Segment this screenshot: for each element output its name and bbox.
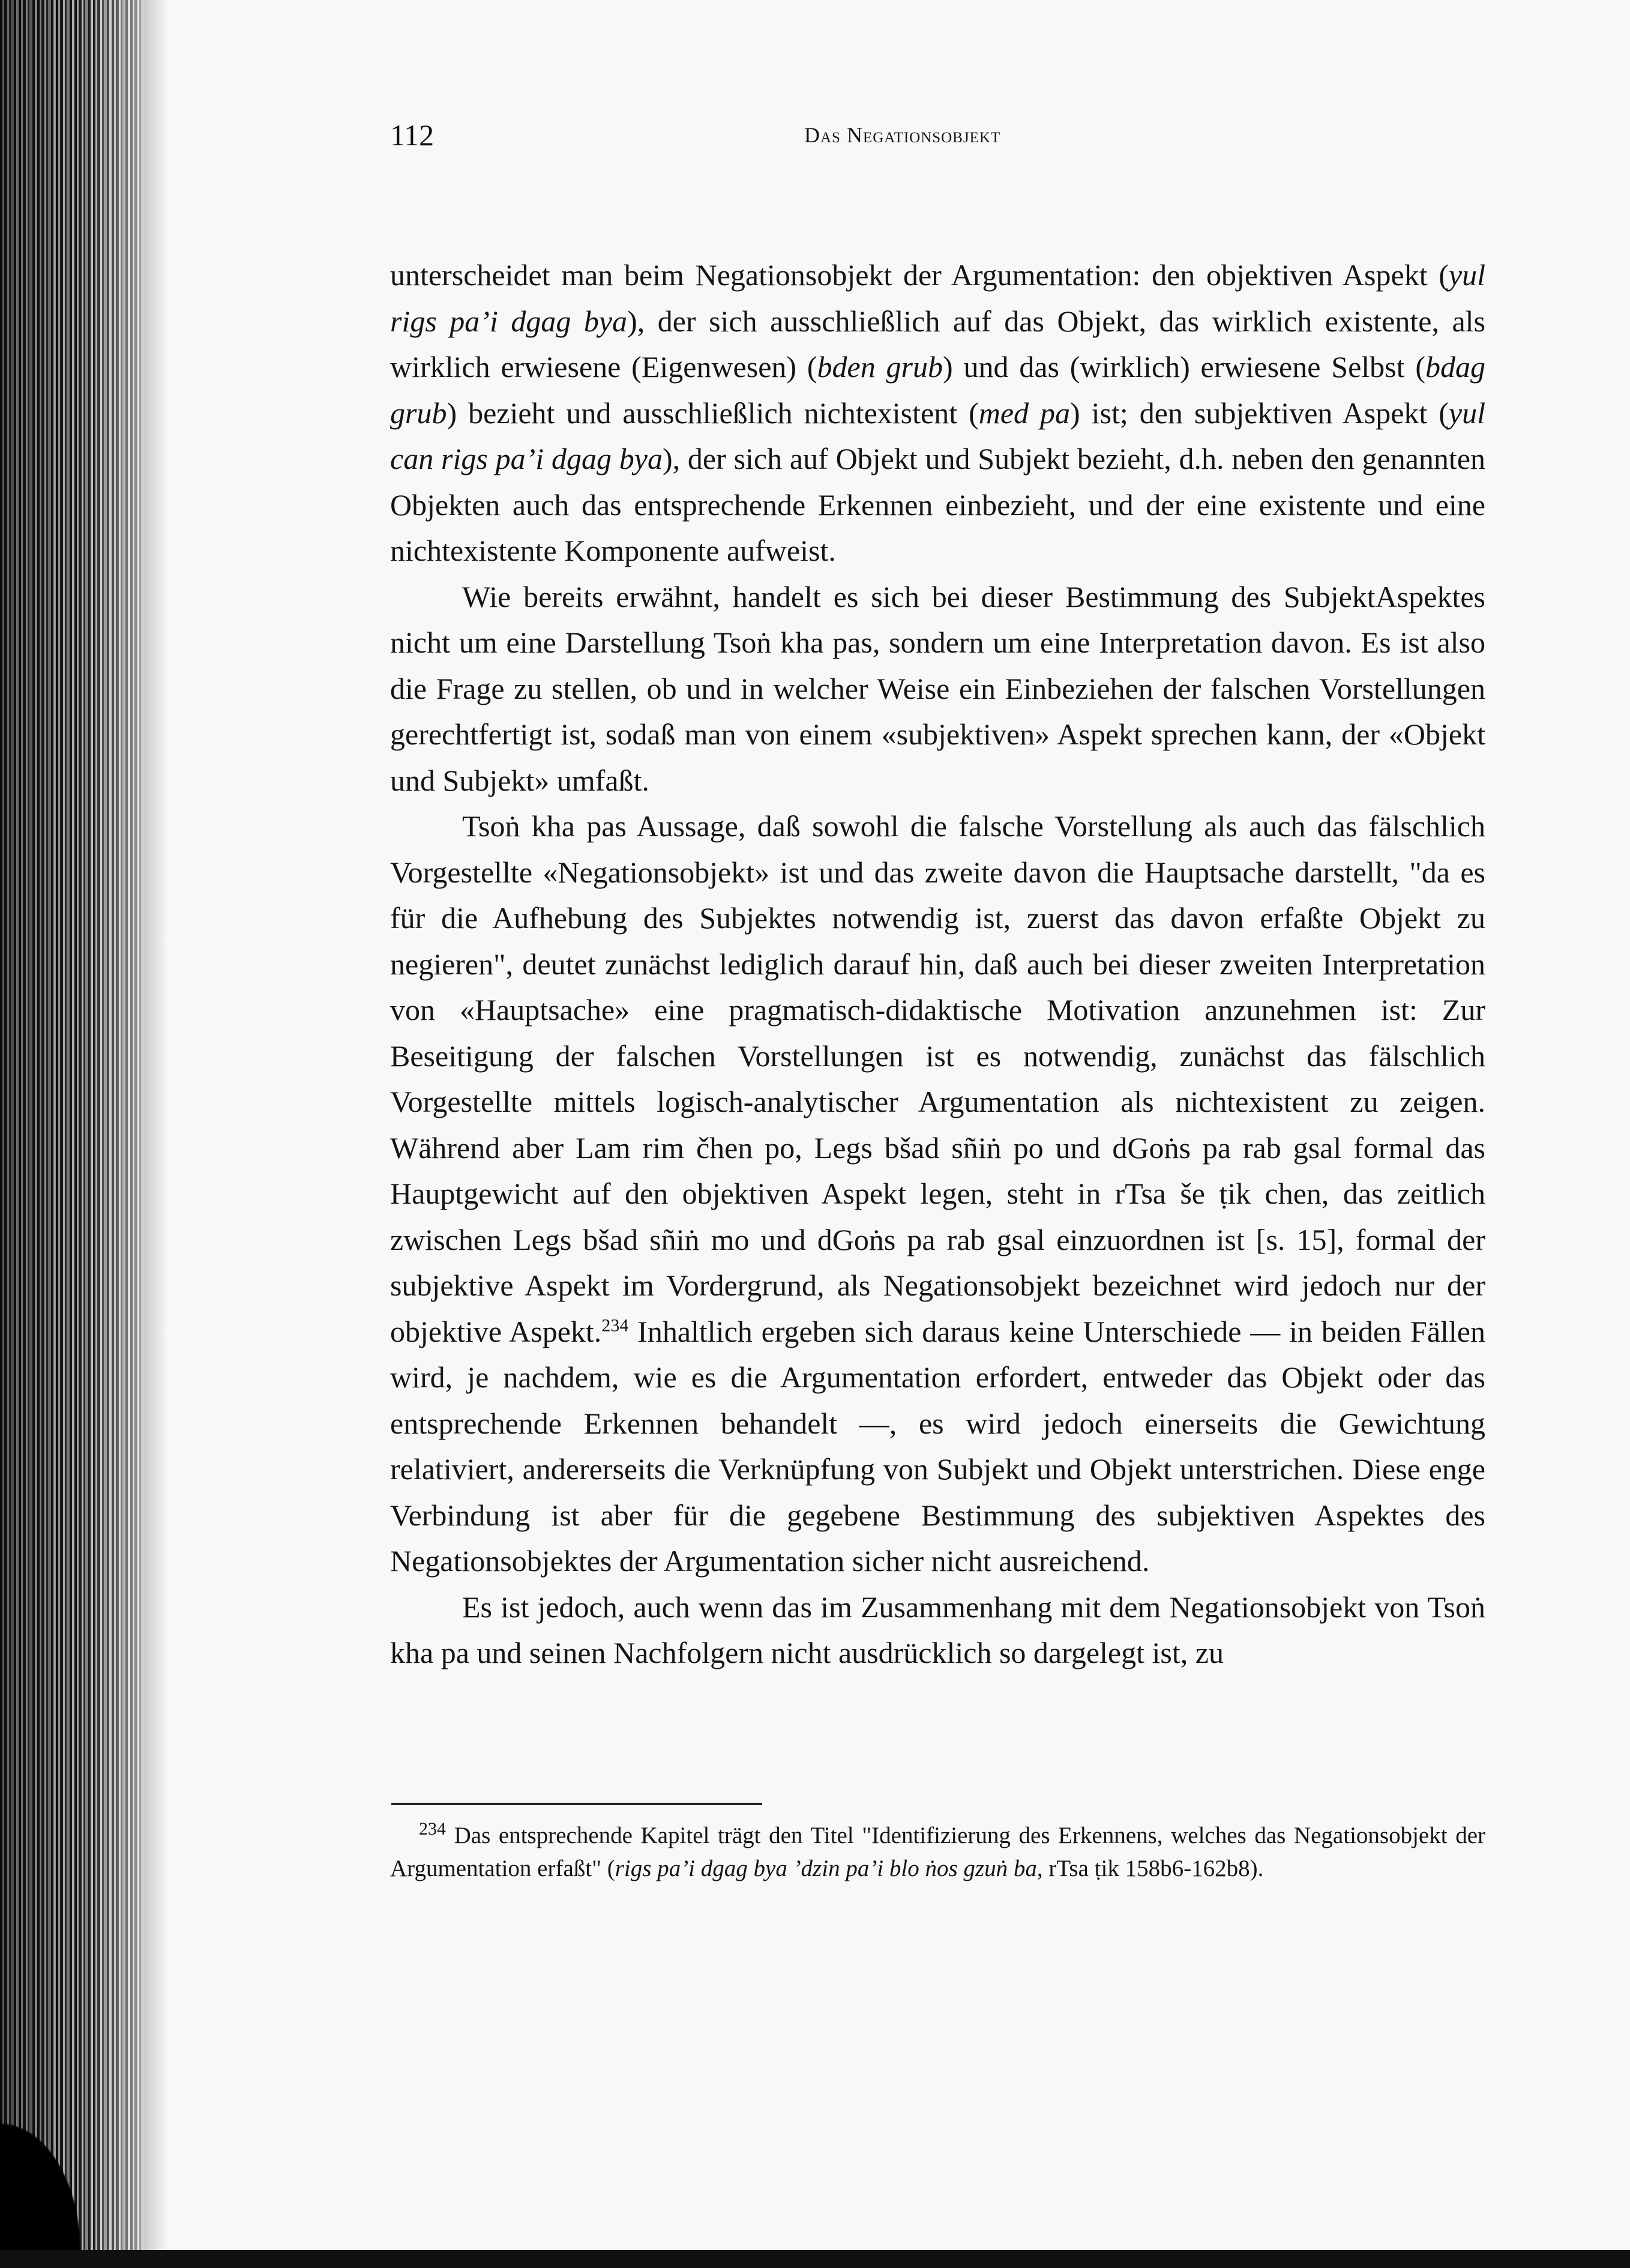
tibetan-term: yul can rigs pa’i dgag bya: [390, 396, 1485, 475]
footnote-divider: [391, 1803, 762, 1805]
tibetan-term: rigs pa’i dgag bya ’dzin pa’i blo ṅos gzuṅ ba: [615, 1856, 1037, 1881]
tibetan-term: yul rigs pa’i dgag bya: [390, 258, 1485, 338]
tibetan-term: bden grub: [817, 350, 943, 384]
footnote-number: 234: [419, 1819, 446, 1839]
page-number: 112: [390, 118, 435, 152]
paragraph-4: Es ist jedoch, auch wenn das im Zusammenhang mit dem Negationsobjekt von Tsoṅ kha pa und seinen Nachfolgern nicht ausdrücklich so dargelegt ist, zu: [390, 1590, 1485, 1669]
page-header: [390, 118, 1482, 166]
scan-bottom-edge: [0, 2250, 1630, 2268]
tibetan-term: bdag grub: [390, 350, 1485, 430]
main-text: [390, 252, 1485, 1676]
spine-gutter-shadow: [144, 0, 168, 2268]
tibetan-term: med pa: [978, 396, 1071, 430]
book-spine-scan-shadow: [0, 0, 144, 2268]
paragraph-2: Wie bereits erwähnt, handelt es sich bei dieser Bestimmung des SubjektAspektes nicht um eine Darstellung Tsoṅ kha pas, sondern um eine Interpretation davon. Es ist also die Frage zu stellen, ob und in welcher Weise ein Einbeziehen der falschen Vorstellungen gerechtfertigt ist, sodaß man von einem «subjektiven» Aspekt sprechen kann, der «Objekt und Subjekt» umfaßt.: [390, 579, 1485, 797]
page-corner-shadow: [0, 2089, 102, 2250]
paragraph-1: unterscheidet man beim Negationsobjekt der Argumentation: den objektiven Aspekt (yul rigs pa’i dgag bya), der sich ausschließlich auf das Objekt, das wirklich existente, als wirklich erwiesene (Eigenwesen) (bden grub) und das (wirklich) erwiesene Selbst (bdag grub) bezieht und ausschließlich nichtexistent (med pa) ist; den subjektiven Aspekt (yul can rigs pa’i dgag bya), der sich auf Objekt und Subjekt bezieht, d.h. neben den genannten Objekten auch das entsprechende Erkennen einbezieht, und der eine existente und eine nichtexistente Komponente aufweist.: [390, 258, 1486, 567]
paragraph-3: Tsoṅ kha pas Aussage, daß sowohl die falsche Vorstellung als auch das fälschlich Vorgestellte «Negationsobjekt» ist und das zweite davon die Hauptsache darstellt, "da es für die Aufhebung des Subjektes notwendig ist, zuerst das davon erfaßte Objekt zu negieren", deutet zunächst lediglich darauf hin, daß auch bei dieser zweiten Interpretation von «Hauptsache» eine pragmatisch-didaktische Motivation anzunehmen ist: Zur Beseitigung der falschen Vorstellungen ist es notwendig, zunächst das fälschlich Vorgestellte mittels logisch-analytischer Argumentation als nichtexistent zu zeigen. Während aber Lam rim čhen po, Legs bšad sñiṅ po und dGoṅs pa rab gsal formal das Hauptgewicht auf den objektiven Aspekt legen, steht in rTsa še ṭik chen, das zeitlich zwischen Legs bšad sñiṅ mo und dGoṅs pa rab gsal einzuordnen ist [s. 15], formal der subjektive Aspekt im Vordergrund, als Negationsobjekt bezeichnet wird jedoch nur der objektive Aspekt.$^{234}$ Inhaltlich ergeben sich daraus keine Unterschiede — in beiden Fällen wird, je nachdem, wie es die Argumentation erfordert, entweder das Objekt oder das entsprechende Erkennen behandelt —, es wird jedoch einerseits die Gewichtung relativiert, andererseits die Verknüpfung von Subjekt und Objekt unterstrichen. Diese enge Verbindung ist aber für die gegebene Bestimmung des subjektiven Aspektes des Negationsobjektes der Argumentation sicher nicht ausreichend.: [390, 809, 1485, 1578]
footnote-234: $^{234}$ Das entsprechende Kapitel trägt den Titel "Identifizierung des Erkennens, welches das Negationsobjekt der Argumentation erfaßt" (rigs pa’i dgag bya ’dzin pa’i blo ṅos gzuṅ ba, rTsa ṭik 158b6-162b8).: [390, 1819, 1485, 1881]
footnote-reference[interactable]: 234: [601, 1315, 629, 1335]
running-head: Das Negationsobjekt: [804, 123, 1001, 147]
